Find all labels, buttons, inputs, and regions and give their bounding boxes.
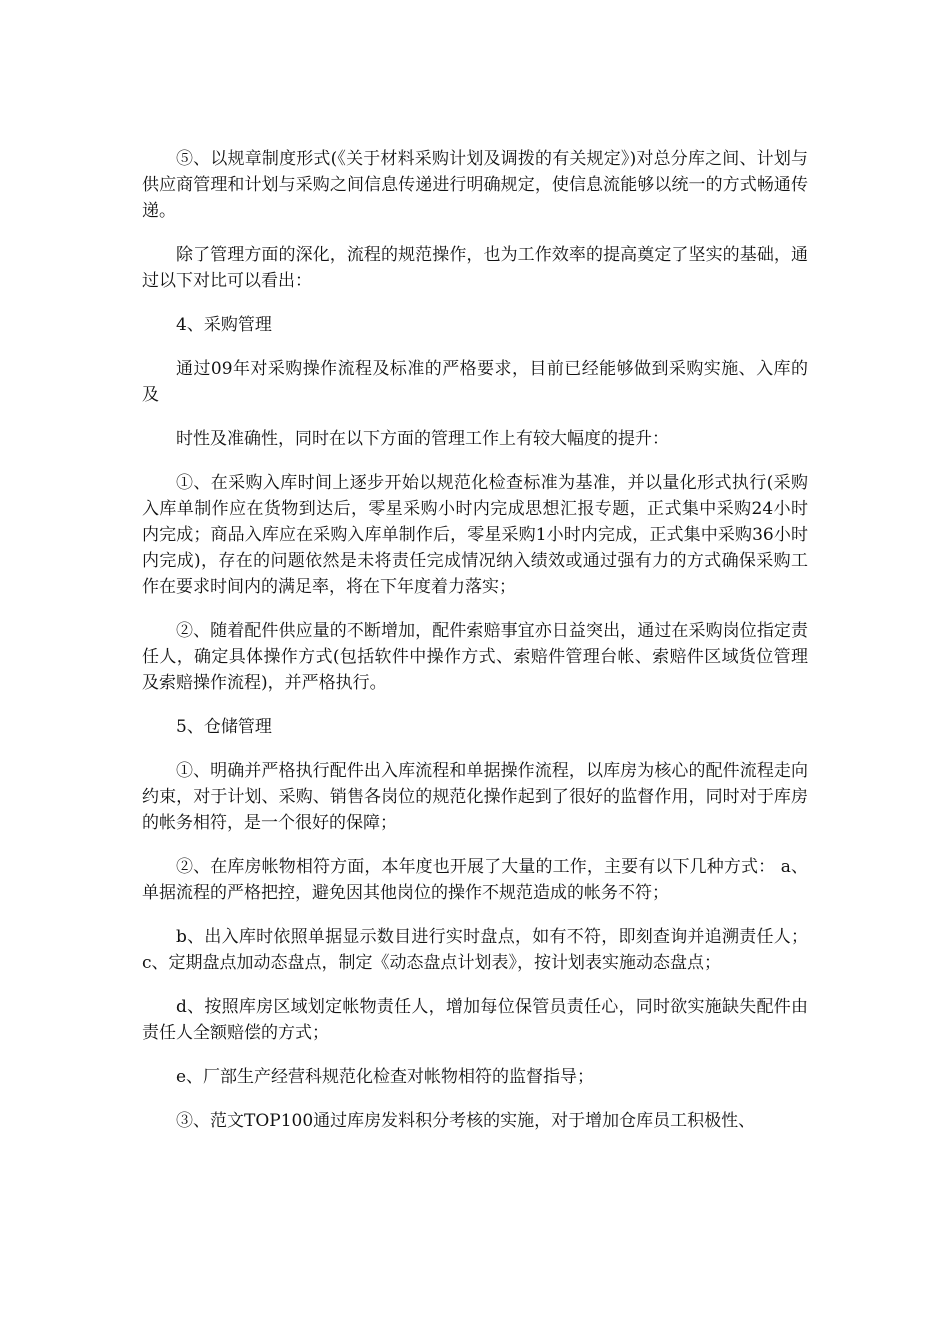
- paragraph-warehouse-item-b-c: b、出入库时依照单据显示数目进行实时盘点，如有不符，即刻查询并追溯责任人；c、定期盘点加动态盘点，制定《动态盘点计划表》，按计划表实施动态盘点；: [142, 927, 808, 973]
- paragraph-purchase-item-1: ①、在采购入库时间上逐步开始以规范化检查标准为基准，并以量化形式执行(采购入库单制作应在货物到达后，零星采购小时内完成思想汇报专题，正式集中采购24小时内完成；商品入库应在采购入库单制作后，零星采购1小时内完成，正式集中采购36小时内完成)，存在的问题依然是未将责任完成情况纳入绩效或通过强有力的方式确保采购工作在要求时间内的满足率，将在下年度着力落实；: [142, 473, 808, 597]
- section-heading-warehouse-management: 5、仓储管理: [176, 717, 272, 737]
- document-body: [142, 146, 808, 1152]
- paragraph-purchase-intro-continued: 时性及准确性，同时在以下方面的管理工作上有较大幅度的提升：: [176, 429, 669, 449]
- paragraph-warehouse-item-2: ②、在库房帐物相符方面，本年度也开展了大量的工作，主要有以下几种方式： a、单据流程的严格把控，避免因其他岗位的操作不规范造成的帐务不符；: [142, 857, 808, 903]
- paragraph-purchase-intro: 通过09年对采购操作流程及标准的严格要求，目前已经能够做到采购实施、入库的及: [142, 359, 808, 405]
- paragraph-item-5-info-rules: ⑤、以规章制度形式(《关于材料采购计划及调拨的有关规定》)对总分库之间、计划与供应商管理和计划与采购之间信息传递进行明确规定，使信息流能够以统一的方式畅通传递。: [142, 149, 808, 221]
- paragraph-warehouse-item-e: e、厂部生产经营科规范化检查对帐物相符的监督指导；: [176, 1067, 595, 1087]
- paragraph-warehouse-item-d: d、按照库房区域划定帐物责任人，增加每位保管员责任心，同时欲实施缺失配件由责任人全额赔偿的方式；: [142, 997, 808, 1043]
- paragraph-management-summary: 除了管理方面的深化，流程的规范操作，也为工作效率的提高奠定了坚实的基础，通过以下对比可以看出：: [142, 245, 808, 291]
- paragraph-warehouse-item-1: ①、明确并严格执行配件出入库流程和单据操作流程，以库房为核心的配件流程走向约束，对于计划、采购、销售各岗位的规范化操作起到了很好的监督作用，同时对于库房的帐务相符，是一个很好的保障；: [142, 761, 808, 833]
- paragraph-purchase-item-2: ②、随着配件供应量的不断增加，配件索赔事宜亦日益突出，通过在采购岗位指定责任人，确定具体操作方式(包括软件中操作方式、索赔件管理台帐、索赔件区域货位管理及索赔操作流程)，并严格执行。: [142, 621, 808, 693]
- paragraph-warehouse-item-3: ③、范文TOP100通过库房发料积分考核的实施，对于增加仓库员工积极性、: [176, 1111, 756, 1131]
- section-heading-purchase-management: 4、采购管理: [176, 315, 272, 335]
